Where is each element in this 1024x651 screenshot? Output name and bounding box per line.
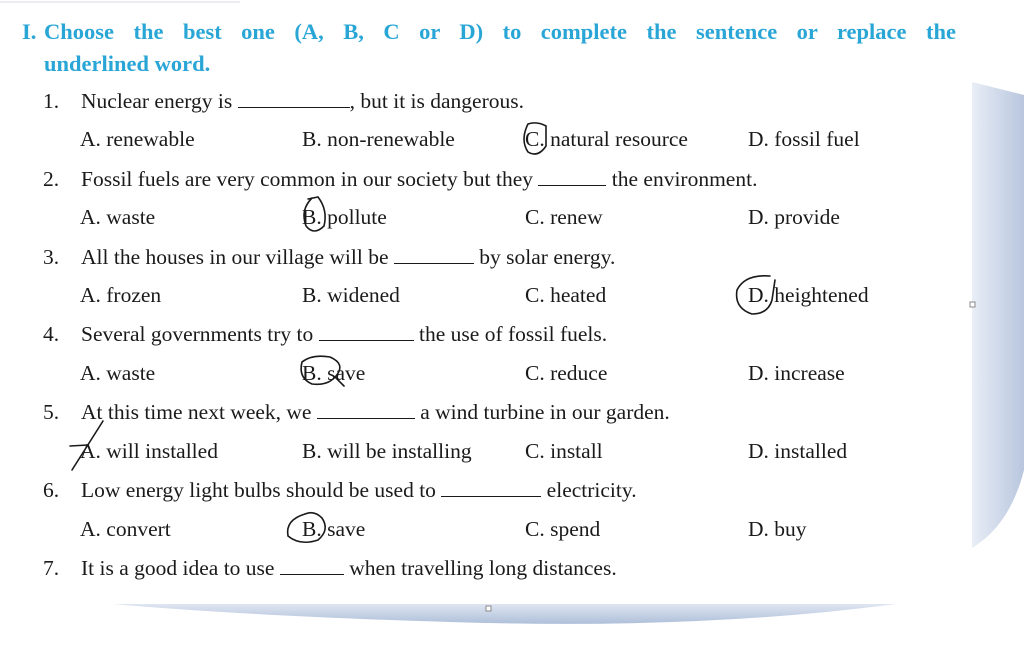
question-stem: Several governments try to [81,322,314,346]
question-number: 1. [43,89,60,113]
question-stem: Nuclear energy is [81,89,233,113]
answer-blank[interactable] [280,556,344,575]
question-stem-end: by solar energy. [479,245,616,269]
answer-blank[interactable] [538,167,606,186]
option-4c[interactable]: C. reduce [525,361,608,385]
answer-blank[interactable] [317,400,415,419]
resize-handle-bottom [486,606,491,611]
option-3b[interactable]: B. widened [302,283,400,307]
question-stem: It is a good idea to use [81,556,275,580]
question-stem-end: electricity. [546,478,637,502]
question-stem-end: the use of fossil fuels. [419,322,608,346]
option-6c[interactable]: C. spend [525,517,601,541]
question-stem: Low energy light bulbs should be used to [81,478,436,502]
option-1d[interactable]: D. fossil fuel [748,127,860,151]
option-5a[interactable]: A. will installed [80,439,218,463]
exercise-instruction-line-1: Choose the best one (A, B, C or D) to complete the sentence or replace the [44,19,956,44]
exercise-instruction-line-2: underlined word. [44,51,211,76]
option-4a[interactable]: A. waste [80,361,156,385]
question-stem: At this time next week, we [81,400,312,424]
answer-blank[interactable] [238,89,350,108]
question-stem: All the houses in our village will be [81,245,389,269]
option-3d[interactable]: D. heightened [748,283,869,307]
question-stem-end: a wind turbine in our garden. [420,400,670,424]
exercise-number: I. [22,19,37,44]
option-3a[interactable]: A. frozen [80,283,162,307]
option-2b[interactable]: B. pollute [302,205,387,229]
question-number: 2. [43,167,60,191]
question-number: 6. [43,478,60,502]
bottom-curl [112,604,896,624]
resize-handle-right [970,302,975,307]
question-stem: Fossil fuels are very common in our society but they [81,167,534,191]
option-6d[interactable]: D. buy [748,517,807,541]
question-stem-end: when travelling long distances. [349,556,617,580]
option-1a[interactable]: A. renewable [80,127,195,151]
right-curl [972,82,1024,548]
option-1c[interactable]: C. natural resource [525,127,688,151]
question-number: 3. [43,245,60,269]
option-5c[interactable]: C. install [525,439,603,463]
option-5d[interactable]: D. installed [748,439,848,463]
question-stem-end: the environment. [611,167,758,191]
option-2c[interactable]: C. renew [525,205,603,229]
option-1b[interactable]: B. non-renewable [302,127,455,151]
option-6a[interactable]: A. convert [80,517,171,541]
option-6b[interactable]: B. save [302,517,366,541]
question-number: 5. [43,400,60,424]
option-2a[interactable]: A. waste [80,205,156,229]
question-number: 4. [43,322,60,346]
option-2d[interactable]: D. provide [748,205,840,229]
option-3c[interactable]: C. heated [525,283,607,307]
question-stem-end: , but it is dangerous. [349,89,524,113]
option-5b[interactable]: B. will be installing [302,439,472,463]
answer-blank[interactable] [394,245,474,264]
option-4b[interactable]: B. save [302,361,366,385]
option-4d[interactable]: D. increase [748,361,845,385]
question-number: 7. [43,556,60,580]
answer-blank[interactable] [441,478,541,497]
answer-blank[interactable] [319,322,414,341]
